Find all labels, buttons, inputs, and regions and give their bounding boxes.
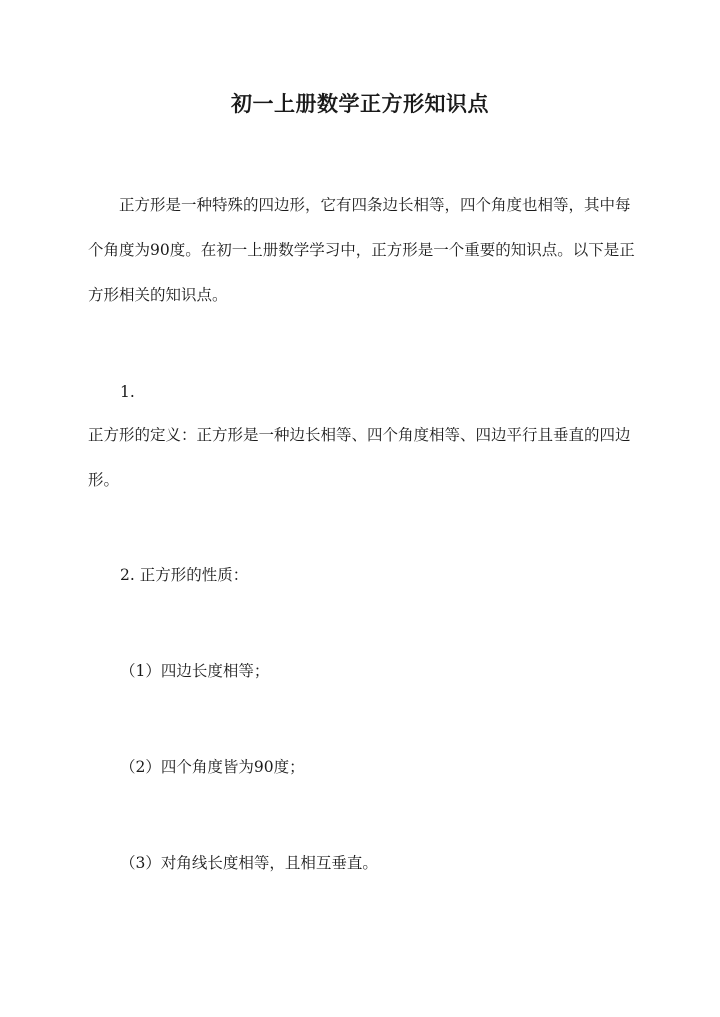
intro-paragraph: 正方形是一种特殊的四边形，它有四条边长相等，四个角度也相等，其中每个角度为90度。在初一上册数学学习中，正方形是一个重要的知识点。以下是正方形相关的知识点。: [88, 196, 635, 304]
section-2-heading: 2. 正方形的性质：: [120, 566, 249, 584]
square-definition-paragraph: 正方形的定义：正方形是一种边长相等、四个角度相等、四边平行且垂直的四边形。: [88, 426, 631, 489]
property-item-1: （1）四边长度相等；: [120, 662, 270, 680]
property-item-3: （3）对角线长度相等，且相互垂直。: [120, 854, 378, 872]
section-1-number: 1.: [120, 383, 135, 401]
property-item-2: （2）四个角度皆为90度；: [120, 758, 305, 776]
document-title: 初一上册数学正方形知识点: [231, 91, 489, 116]
